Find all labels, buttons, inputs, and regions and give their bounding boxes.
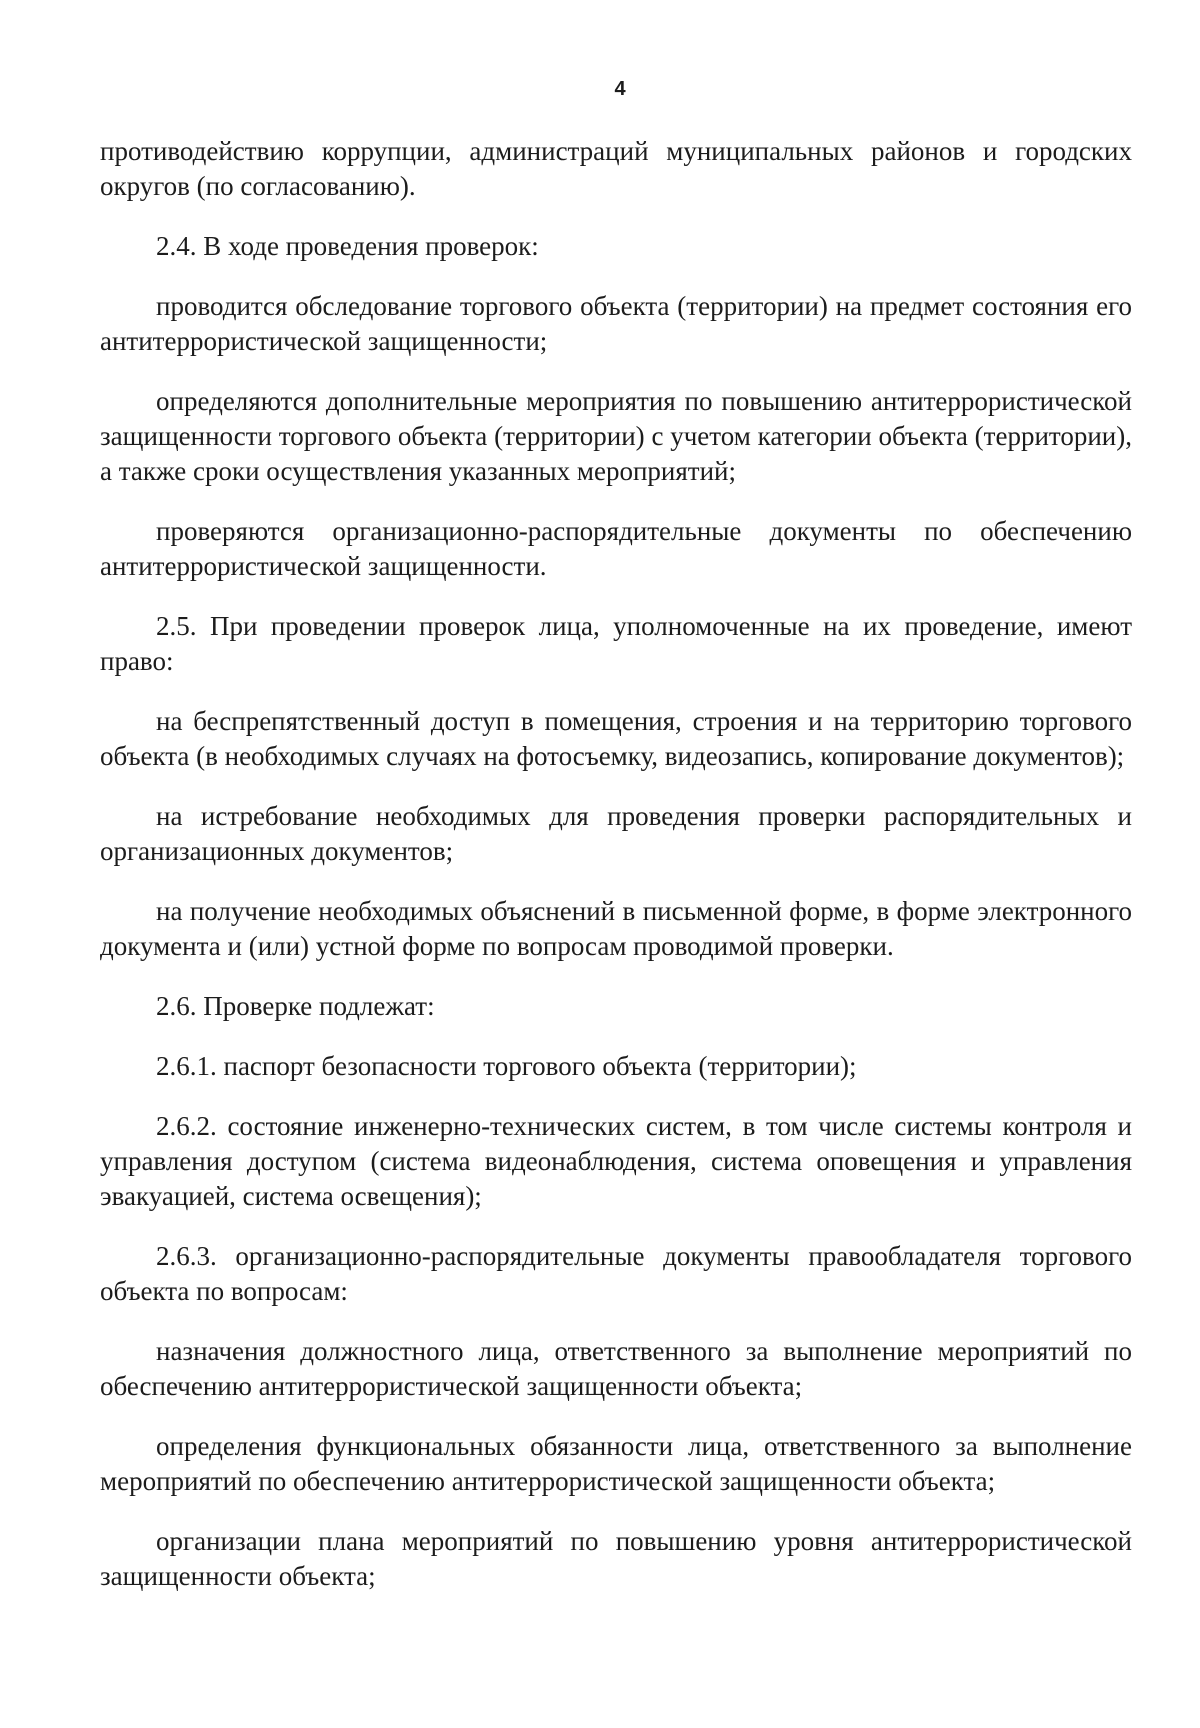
document-page bbox=[100, 78, 1132, 1619]
section-2-4-heading: 2.4. В ходе проведения проверок: bbox=[156, 231, 539, 261]
paragraph-documents-check: проверяются организационно-распорядительные документы по обеспечению антитеррористической защищенности. bbox=[100, 516, 1132, 581]
page-number: 4 bbox=[614, 78, 626, 100]
paragraph-continuation: противодействию коррупции, администраций муниципальных районов и городских округов (по согласованию). bbox=[100, 136, 1132, 201]
paragraph-plan: организации плана мероприятий по повышению уровня антитеррористической защищенности объекта; bbox=[100, 1526, 1132, 1591]
section-2-6-3: 2.6.3. организационно-распорядительные документы правообладателя торгового объекта по вопросам: bbox=[100, 1241, 1132, 1306]
paragraph-right-request-documents: на истребование необходимых для проведения проверки распорядительных и организационных документов; bbox=[100, 801, 1132, 866]
paragraph-right-access: на беспрепятственный доступ в помещения, строения и на территорию торгового объекта (в необходимых случаях на фотосъемку, видеозапись, копирование документов); bbox=[100, 706, 1132, 771]
paragraph-right-explanations: на получение необходимых объяснений в письменной форме, в форме электронного документа и (или) устной форме по вопросам проводимой проверки. bbox=[100, 896, 1132, 961]
section-2-6-2: 2.6.2. состояние инженерно-технических систем, в том числе системы контроля и управления доступом (система видеонаблюдения, система оповещения и управления эвакуацией, система освещения); bbox=[100, 1111, 1132, 1211]
section-2-5-heading: 2.5. При проведении проверок лица, уполномоченные на их проведение, имеют право: bbox=[100, 611, 1132, 676]
section-2-6-1: 2.6.1. паспорт безопасности торгового объекта (территории); bbox=[156, 1051, 857, 1081]
section-2-6-heading: 2.6. Проверке подлежат: bbox=[156, 991, 435, 1021]
paragraph-appointment: назначения должностного лица, ответственного за выполнение мероприятий по обеспечению антитеррористической защищенности объекта; bbox=[100, 1336, 1132, 1401]
paragraph-inspection-survey: проводится обследование торгового объекта (территории) на предмет состояния его антитеррористической защищенности; bbox=[100, 291, 1132, 356]
paragraph-duties: определения функциональных обязанности лица, ответственного за выполнение мероприятий по обеспечению антитеррористической защищенности объекта; bbox=[100, 1431, 1132, 1496]
paragraph-additional-measures: определяются дополнительные мероприятия по повышению антитеррористической защищенности торгового объекта (территории) с учетом категории объекта (территории), а также сроки осуществления указанных мероприятий; bbox=[100, 386, 1132, 486]
